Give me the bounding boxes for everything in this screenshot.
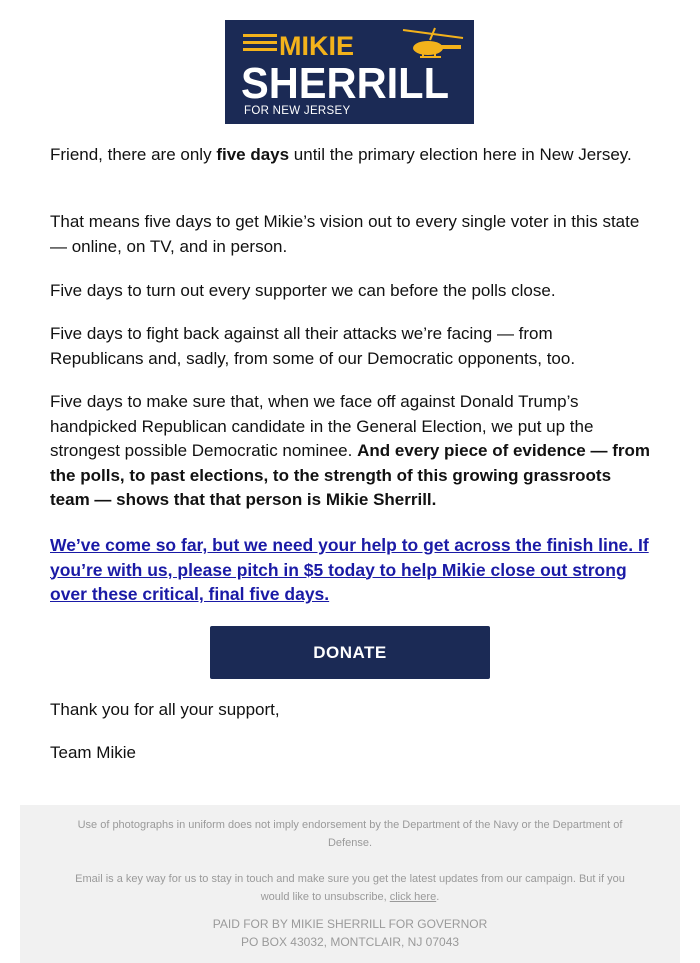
speed-lines [243,34,277,51]
p5-text: Five days to make sure that, when we face off against Donald Trump’s handpicked Republican candidate in the General Election, we put up the strongest possible Democratic nominee. [50,392,594,460]
email-note-end: . [436,891,440,903]
paid-for-line: PAID FOR BY MIKIE SHERRILL FOR GOVERNOR [212,917,488,931]
logo-line3: FOR NEW JERSEY [244,105,351,117]
footer [20,805,680,963]
logo-line1: MIKIE [279,31,355,61]
email-note-text: Email is a key way for us to stay in touch and make sure you get the latest updates from our campaign. But if you would like to unsubscribe, [75,873,625,903]
logo-line2: SHERRILL [241,59,449,108]
footer-email-note [75,870,625,906]
paragraph-4: Five days to fight back against all their attacks we’re facing — from Republicans and, sadly, from some of our Democratic opponents, too. [50,324,576,368]
paragraph-2: That means five days to get Mikie’s vision out to every single voter in this state — online, on TV, and in person. [50,212,640,256]
campaign-logo [225,20,474,124]
address-line: PO BOX 43032, MONTCLAIR, NJ 07043 [240,935,460,949]
p1-text-end: until the primary election here in New Jersey. [289,145,632,164]
footer-disclaimer: Use of photographs in uniform does not imply endorsement by the Department of the Navy or the Department of Defense. [77,819,623,849]
helicopter-icon [403,28,463,57]
paragraph-1 [50,143,650,168]
paragraph-3: Five days to turn out every supporter we can before the polls close. [50,281,556,300]
p1-bold: five days [216,145,290,164]
thanks-text: Thank you for all your support, [50,700,280,719]
donate-button[interactable]: DONATE [210,626,490,679]
unsubscribe-link[interactable]: click here [389,891,437,903]
donate-link[interactable]: We’ve come so far, but we need your help to get across the finish line. If you’re with us, please pitch in $5 today to help Mikie close out strong over these critical, final five days. [50,535,649,604]
logo-graphic [225,20,474,124]
p5-bold: And every piece of evidence — from the polls, to past elections, to the strength of this growing grassroots team — shows that that person is Mikie Sherrill. [50,441,650,509]
p1-text: Friend, there are only [50,145,217,164]
paragraph-5 [50,390,650,513]
signoff-text: Team Mikie [50,743,136,762]
